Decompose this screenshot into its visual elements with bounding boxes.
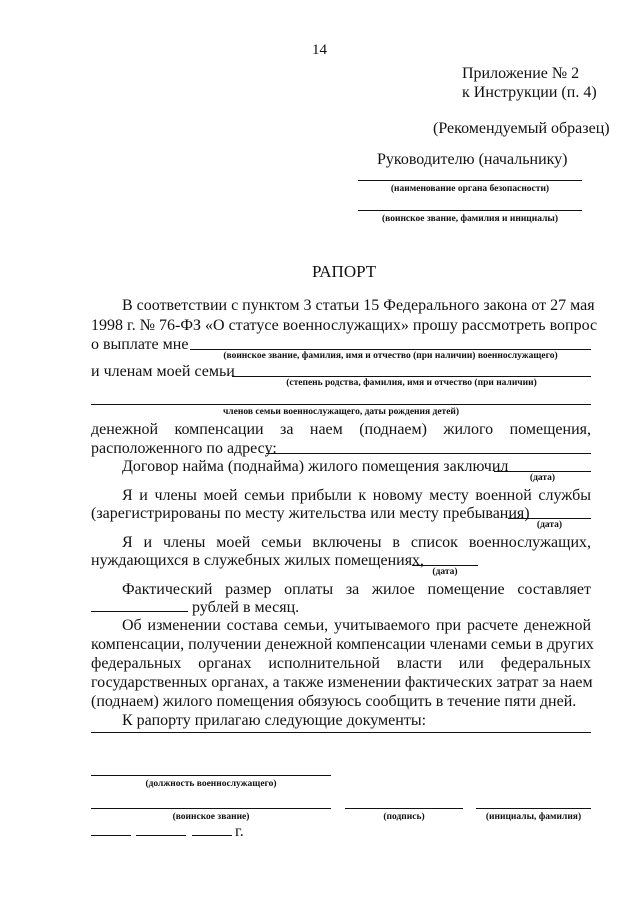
para5-line2: нуждающихся в служебных жилых помещениях, bbox=[91, 552, 425, 569]
soldier-name-line bbox=[190, 349, 591, 350]
para4-line1: Я и члены моей семьи прибыли к новому месту военной службы bbox=[122, 487, 591, 504]
payment-amount-line bbox=[91, 611, 188, 612]
contract-date-line bbox=[494, 471, 591, 472]
para4-line2: (зарегистрированы по месту жительства или месту пребывания) bbox=[91, 505, 530, 522]
contract-date-hint: (дата) bbox=[529, 473, 556, 483]
family-label: и членам моей семьи bbox=[91, 363, 235, 380]
para6-line1: Фактический размер оплаты за жилое помещение составляет bbox=[122, 581, 591, 598]
addressee-title: Руководителю (начальнику) bbox=[377, 151, 568, 168]
initials-hint: (инициалы, фамилия) bbox=[485, 812, 582, 822]
para1-line3: о выплате мне bbox=[91, 336, 189, 353]
soldier-name-hint: (воинское звание, фамилия, имя и отчество (при наличии) военнослужащего) bbox=[223, 351, 558, 361]
family-hint: (степень родства, фамилия, имя и отчество (при наличии) bbox=[286, 378, 537, 388]
para7-line4: государственных органах, а также изменении фактических затрат за наем bbox=[91, 674, 593, 691]
date-day-line bbox=[91, 835, 131, 836]
page-number: 14 bbox=[312, 42, 327, 58]
para7-line5: (поднаем) жилого помещения обязуюсь сообщить в течение пяти дней. bbox=[91, 693, 577, 710]
rank-hint: (воинское звание) bbox=[172, 812, 250, 822]
sample-note: (Рекомендуемый образец) bbox=[433, 120, 610, 137]
addressee-name-line bbox=[358, 210, 582, 211]
org-name-hint: (наименование органа безопасности) bbox=[390, 184, 550, 194]
arrival-date-hint: (дата) bbox=[536, 520, 563, 530]
inclusion-date-hint: (дата) bbox=[432, 567, 458, 577]
position-line bbox=[91, 775, 331, 776]
date-year-line bbox=[192, 835, 232, 836]
rank-line bbox=[91, 808, 331, 809]
addressee-name-hint: (воинское звание, фамилия и инициалы) bbox=[382, 214, 558, 224]
year-suffix: г. bbox=[235, 823, 244, 840]
family-hint2: членов семьи военнослужащего, даты рождения детей) bbox=[222, 407, 460, 417]
signature-line bbox=[345, 808, 463, 809]
para7-line2: компенсации, получении денежной компенсации членами семьи в других bbox=[91, 636, 594, 653]
para1-line1: В соответствии с пунктом 3 статьи 15 Федерального закона от 27 мая bbox=[122, 297, 595, 314]
para5-line1: Я и члены моей семьи включены в список военнослужащих, bbox=[122, 534, 591, 551]
appendix-line2: к Инструкции (п. 4) bbox=[462, 84, 597, 101]
position-hint: (должность военнослужащего) bbox=[145, 779, 277, 789]
arrival-date-line bbox=[508, 518, 591, 519]
para7-line1: Об изменении состава семьи, учитываемого при расчете денежной bbox=[122, 617, 591, 634]
date-month-line bbox=[136, 835, 186, 836]
appendix-line1: Приложение № 2 bbox=[462, 65, 580, 82]
initials-line bbox=[476, 808, 591, 809]
para8: К рапорту прилагаю следующие документы: bbox=[122, 712, 427, 729]
para1-line2: 1998 г. № 76-ФЗ «О статусе военнослужащих» прошу рассмотреть вопрос bbox=[91, 317, 598, 334]
family-line2 bbox=[91, 404, 591, 405]
para3: Договор найма (поднайма) жилого помещения заключил bbox=[122, 458, 509, 475]
address-line bbox=[266, 453, 591, 454]
inclusion-date-line bbox=[412, 565, 478, 566]
signature-hint: (подпись) bbox=[383, 812, 425, 822]
attachments-line bbox=[91, 732, 591, 733]
para6-line2: рублей в месяц. bbox=[192, 599, 300, 616]
org-name-line bbox=[358, 180, 582, 181]
para2-line1: денежной компенсации за наем (поднаем) жилого помещения, bbox=[91, 421, 591, 438]
para7-line3: федеральных органах исполнительной власти или федеральных bbox=[91, 655, 591, 672]
family-line bbox=[232, 376, 591, 377]
para2-line2: расположенного по адресу: bbox=[91, 440, 277, 457]
document-title: РАПОРТ bbox=[312, 262, 377, 281]
